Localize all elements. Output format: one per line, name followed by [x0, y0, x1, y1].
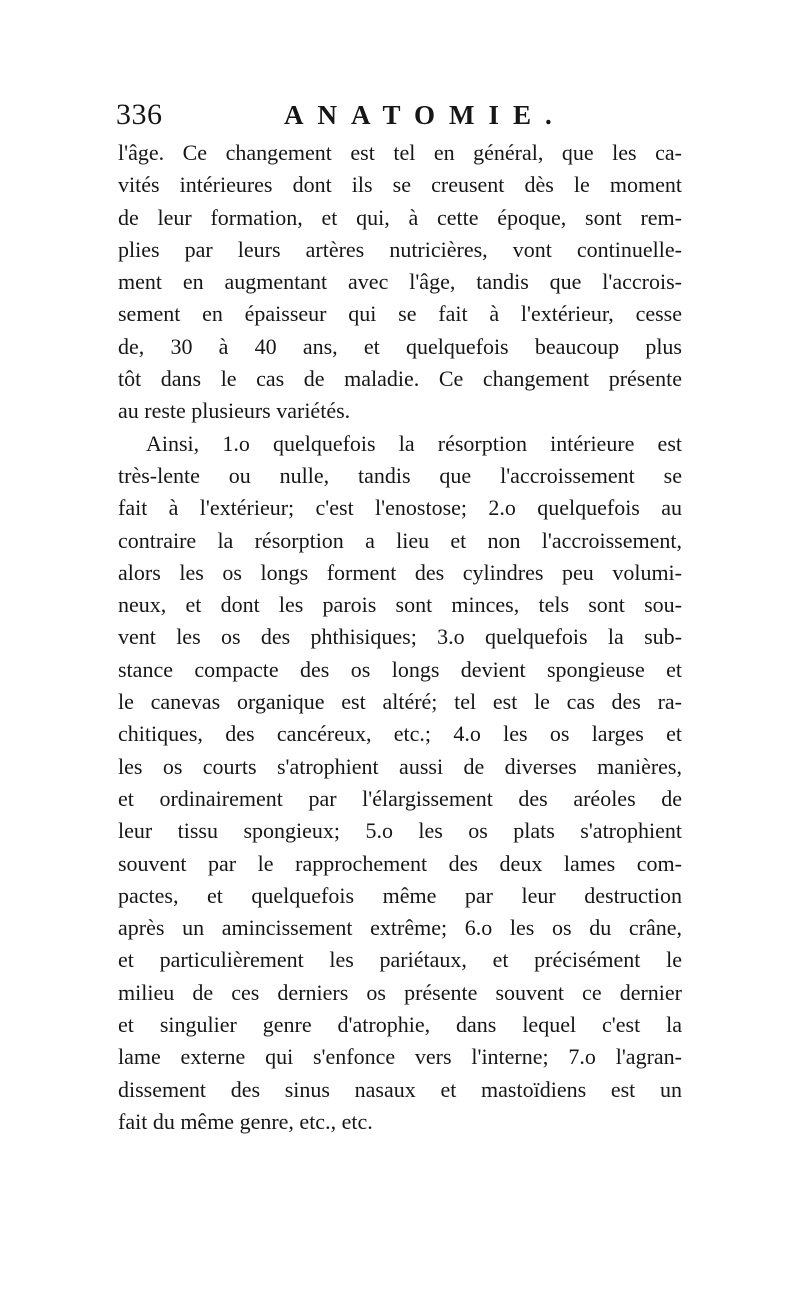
text-line: fait à l'extérieur; c'est l'enostose; 2.o quelquefois au: [118, 495, 682, 521]
text-line: l'âge. Ce changement est tel en général, que les ca-: [118, 140, 682, 165]
text-line: sement en épaisseur qui se fait à l'extérieur, cesse: [118, 301, 682, 327]
text-line: vent les os des phthisiques; 3.o quelquefois la sub-: [118, 624, 682, 650]
text-line: neux, et dont les parois sont minces, tels sont sou-: [118, 592, 682, 618]
paragraph-first-line: Ainsi, 1.o quelquefois la résorption intérieure est: [146, 430, 682, 456]
text-line: plies par leurs artères nutricières, vont continuelle-: [118, 236, 682, 262]
text-line: de leur formation, et qui, à cette époque, sont rem-: [118, 204, 682, 230]
running-title: ANATOMIE.: [284, 100, 566, 130]
text-line: le canevas organique est altéré; tel est le cas des ra-: [118, 689, 682, 715]
text-line: stance compacte des os longs devient spongieuse et: [118, 656, 682, 682]
text-line: souvent par le rapprochement des deux lames com-: [118, 850, 682, 876]
text-line: et ordinairement par l'élargissement des aréoles de: [118, 785, 682, 811]
body-text: [118, 137, 682, 1138]
text-line: tôt dans le cas de maladie. Ce changement présente: [118, 366, 682, 392]
text-line: après un amincissement extrême; 6.o les os du crâne,: [118, 915, 682, 941]
text-line: milieu de ces derniers os présente souvent ce dernier: [118, 979, 682, 1005]
text-line: vités intérieures dont ils se creusent dès le moment: [118, 172, 682, 198]
text-line: très-lente ou nulle, tandis que l'accroissement se: [118, 462, 682, 488]
text-line: alors les os longs forment des cylindres peu volumi-: [118, 559, 682, 585]
text-line: fait du même genre, etc., etc.: [118, 1108, 373, 1134]
text-line: chitiques, des cancéreux, etc.; 4.o les os larges et: [118, 721, 682, 747]
text-line: contraire la résorption a lieu et non l'accroissement,: [118, 527, 682, 553]
text-line: les os courts s'atrophient aussi de diverses manières,: [118, 753, 682, 779]
text-line: ment en augmentant avec l'âge, tandis que l'accrois-: [118, 269, 682, 295]
text-line: leur tissu spongieux; 5.o les os plats s'atrophient: [118, 818, 682, 844]
text-line: et singulier genre d'atrophie, dans lequel c'est la: [118, 1012, 682, 1038]
text-line: lame externe qui s'enfonce vers l'interne; 7.o l'agran-: [118, 1044, 682, 1070]
text-line: et particulièrement les pariétaux, et précisément le: [118, 947, 682, 973]
text-line: au reste plusieurs variétés.: [118, 398, 351, 424]
text-line: de, 30 à 40 ans, et quelquefois beaucoup plus: [118, 333, 682, 359]
page-header: [116, 95, 696, 135]
text-line: dissement des sinus nasaux et mastoïdiens est un: [118, 1076, 682, 1102]
text-line: pactes, et quelquefois même par leur destruction: [118, 882, 682, 908]
page-number: 336: [116, 98, 163, 131]
